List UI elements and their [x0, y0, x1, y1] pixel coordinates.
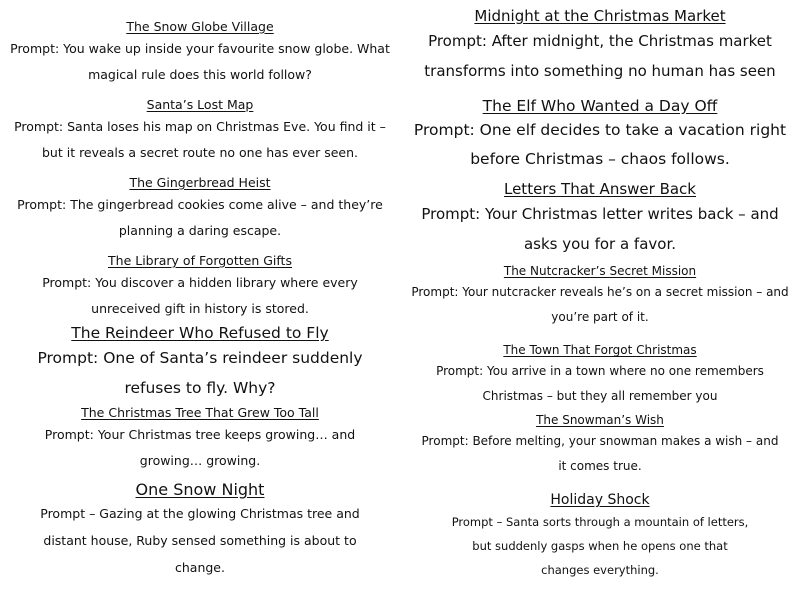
prompt-card	[400, 341, 800, 409]
prompt-title: The Library of Forgotten Gifts	[108, 253, 292, 268]
prompt-title: The Reindeer Who Refused to Fly	[71, 324, 329, 342]
prompt-text: Prompt: One of Santa’s reindeer suddenly refuses to fly. Why?	[37, 349, 363, 397]
prompt-card	[400, 6, 800, 86]
prompt-text: Prompt: Santa loses his map on Christmas Eve. You find it – but it reveals a secret route no one has ever seen.	[14, 119, 386, 160]
prompt-text: Prompt – Santa sorts through a mountain of letters, but suddenly gasps when he opens one that changes everything.	[451, 515, 749, 577]
prompt-text: Prompt: Your Christmas letter writes back – and asks you for a favor.	[421, 205, 779, 253]
prompt-text: Prompt: You wake up inside your favourite snow globe. What magical rule does this world follow?	[10, 41, 390, 82]
prompt-text: Prompt: Your nutcracker reveals he’s on a secret mission – and you’re part of it.	[411, 285, 789, 324]
prompt-title: Midnight at the Christmas Market	[474, 7, 726, 25]
prompt-text: Prompt: The gingerbread cookies come alive – and they’re planning a daring escape.	[17, 197, 383, 238]
prompt-title: Santa’s Lost Map	[146, 97, 254, 112]
prompt-title: The Christmas Tree That Grew Too Tall	[81, 405, 319, 420]
prompt-text: Prompt: You discover a hidden library where every unreceived gift in history is stored.	[42, 275, 358, 316]
prompt-title: The Town That Forgot Christmas	[503, 343, 697, 357]
prompt-title: One Snow Night	[135, 480, 265, 499]
prompt-text: Prompt: Before melting, your snowman makes a wish – and it comes true.	[421, 434, 779, 473]
prompt-card	[0, 323, 400, 403]
prompt-title: The Elf Who Wanted a Day Off	[482, 97, 718, 115]
prompt-title: The Gingerbread Heist	[129, 175, 271, 190]
prompt-text: Prompt: You arrive in a town where no one remembers Christmas – but they all remember you	[436, 364, 764, 403]
prompt-title: The Snow Globe Village	[126, 19, 274, 34]
prompt-card	[0, 252, 400, 322]
prompt-card	[0, 18, 400, 88]
prompt-card	[0, 480, 400, 581]
prompt-card	[400, 179, 800, 259]
prompt-card	[0, 96, 400, 166]
prompt-card	[0, 174, 400, 244]
prompt-card	[400, 490, 800, 582]
prompt-text: Prompt: After midnight, the Christmas market transforms into something no human has seen	[424, 32, 776, 80]
prompt-card	[400, 96, 800, 174]
prompt-title: The Snowman’s Wish	[536, 413, 664, 427]
prompt-title: Holiday Shock	[550, 492, 650, 508]
prompt-title: Letters That Answer Back	[503, 180, 696, 198]
prompt-card	[0, 404, 400, 474]
prompt-card	[400, 262, 800, 330]
prompt-text: Prompt: Your Christmas tree keeps growing… and growing… growing.	[44, 427, 356, 468]
right-column	[400, 0, 800, 600]
prompt-card	[400, 411, 800, 479]
prompt-text: Prompt: One elf decides to take a vacation right before Christmas – chaos follows.	[413, 121, 787, 168]
prompt-text: Prompt – Gazing at the glowing Christmas tree and distant house, Ruby sensed something is about to change.	[40, 506, 360, 575]
prompt-title: The Nutcracker’s Secret Mission	[503, 264, 697, 278]
